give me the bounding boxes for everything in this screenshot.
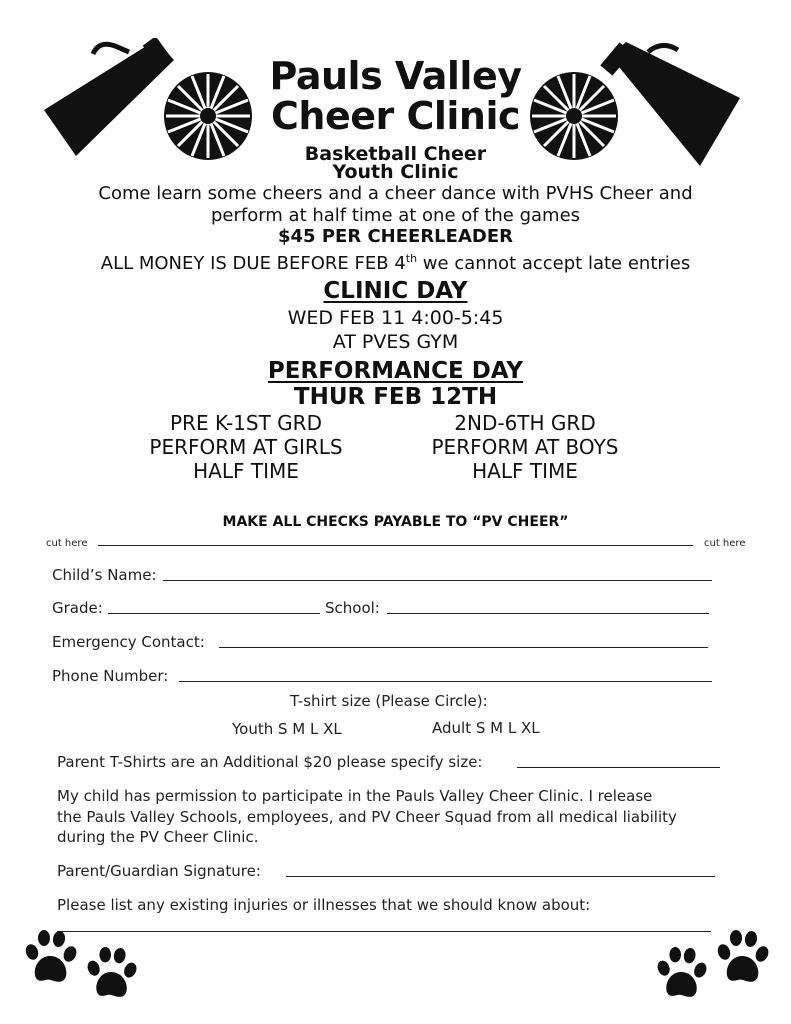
- cut-here-left: cut here: [46, 538, 88, 549]
- permission-line-1: My child has permission to participate in the Pauls Valley Cheer Clinic. I release: [57, 787, 653, 805]
- tshirt-size-label: T-shirt size (Please Circle):: [290, 692, 488, 710]
- cut-line: [98, 545, 693, 546]
- child-name-label: Child’s Name:: [52, 566, 157, 584]
- performance-left-line: PRE K-1ST GRD: [170, 411, 322, 435]
- checks-notice: MAKE ALL CHECKS PAYABLE TO “PV CHEER”: [222, 514, 569, 530]
- grade-field[interactable]: [108, 613, 320, 614]
- performance-right-line: 2ND-6TH GRD: [454, 411, 596, 435]
- youth-sizes[interactable]: Youth S M L XL: [232, 720, 342, 738]
- due-text-sup: th: [405, 252, 418, 265]
- school-field[interactable]: [387, 613, 709, 614]
- emergency-contact-field[interactable]: [219, 647, 708, 648]
- adult-sizes[interactable]: Adult S M L XL: [432, 719, 540, 737]
- performance-date: THUR FEB 12TH: [293, 384, 498, 410]
- intro-line-2: perform at half time at one of the games: [210, 205, 581, 226]
- signature-label: Parent/Guardian Signature:: [57, 862, 261, 880]
- permission-line-3: during the PV Cheer Clinic.: [57, 828, 259, 846]
- subtitle-line-1: Basketball Cheer: [304, 143, 487, 165]
- phone-number-field[interactable]: [179, 681, 712, 682]
- phone-number-label: Phone Number:: [52, 667, 169, 685]
- performance-right-group: [375, 411, 675, 483]
- emergency-contact-label: Emergency Contact:: [52, 633, 205, 651]
- subtitle-line-2: Youth Clinic: [332, 161, 459, 183]
- paw-print-icon: [84, 945, 138, 1001]
- parent-shirt-size-field[interactable]: [517, 767, 720, 768]
- child-name-field[interactable]: [163, 580, 712, 581]
- parent-shirts-label: Parent T-Shirts are an Additional $20 please specify size:: [57, 753, 483, 771]
- title-line-1: Pauls Valley: [269, 54, 522, 98]
- clinic-where: AT PVES GYM: [332, 331, 459, 353]
- performance-right-line: HALF TIME: [472, 459, 578, 483]
- performance-left-line: PERFORM AT GIRLS: [149, 435, 343, 459]
- due-text-end: we cannot accept late entries: [417, 253, 691, 274]
- due-text-main: ALL MONEY IS DUE BEFORE FEB 4: [100, 253, 406, 274]
- clinic-heading: CLINIC DAY: [323, 278, 468, 304]
- performance-right-line: PERFORM AT BOYS: [431, 435, 619, 459]
- price-text: $45 PER CHEERLEADER: [278, 226, 513, 247]
- performance-heading: PERFORMANCE DAY: [267, 358, 524, 384]
- permission-line-2: the Pauls Valley Schools, employees, and PV Cheer Squad from all medical liability: [57, 808, 677, 826]
- paw-print-icon: [654, 945, 708, 1001]
- injuries-field[interactable]: [57, 931, 711, 932]
- due-text: [0, 248, 791, 275]
- school-label: School:: [325, 599, 380, 617]
- injuries-label: Please list any existing injuries or illnesses that we should know about:: [57, 896, 591, 914]
- signature-field[interactable]: [286, 876, 715, 877]
- intro-line-1: Come learn some cheers and a cheer dance with PVHS Cheer and: [98, 183, 693, 204]
- grade-label: Grade:: [52, 599, 103, 617]
- paw-print-icon: [22, 928, 78, 986]
- title-line-2: Cheer Clinic: [271, 94, 520, 138]
- cut-here-right: cut here: [704, 538, 746, 549]
- clinic-when: WED FEB 11 4:00-5:45: [287, 307, 504, 329]
- paw-print-icon: [714, 928, 770, 986]
- performance-left-group: [96, 411, 396, 483]
- performance-left-line: HALF TIME: [193, 459, 299, 483]
